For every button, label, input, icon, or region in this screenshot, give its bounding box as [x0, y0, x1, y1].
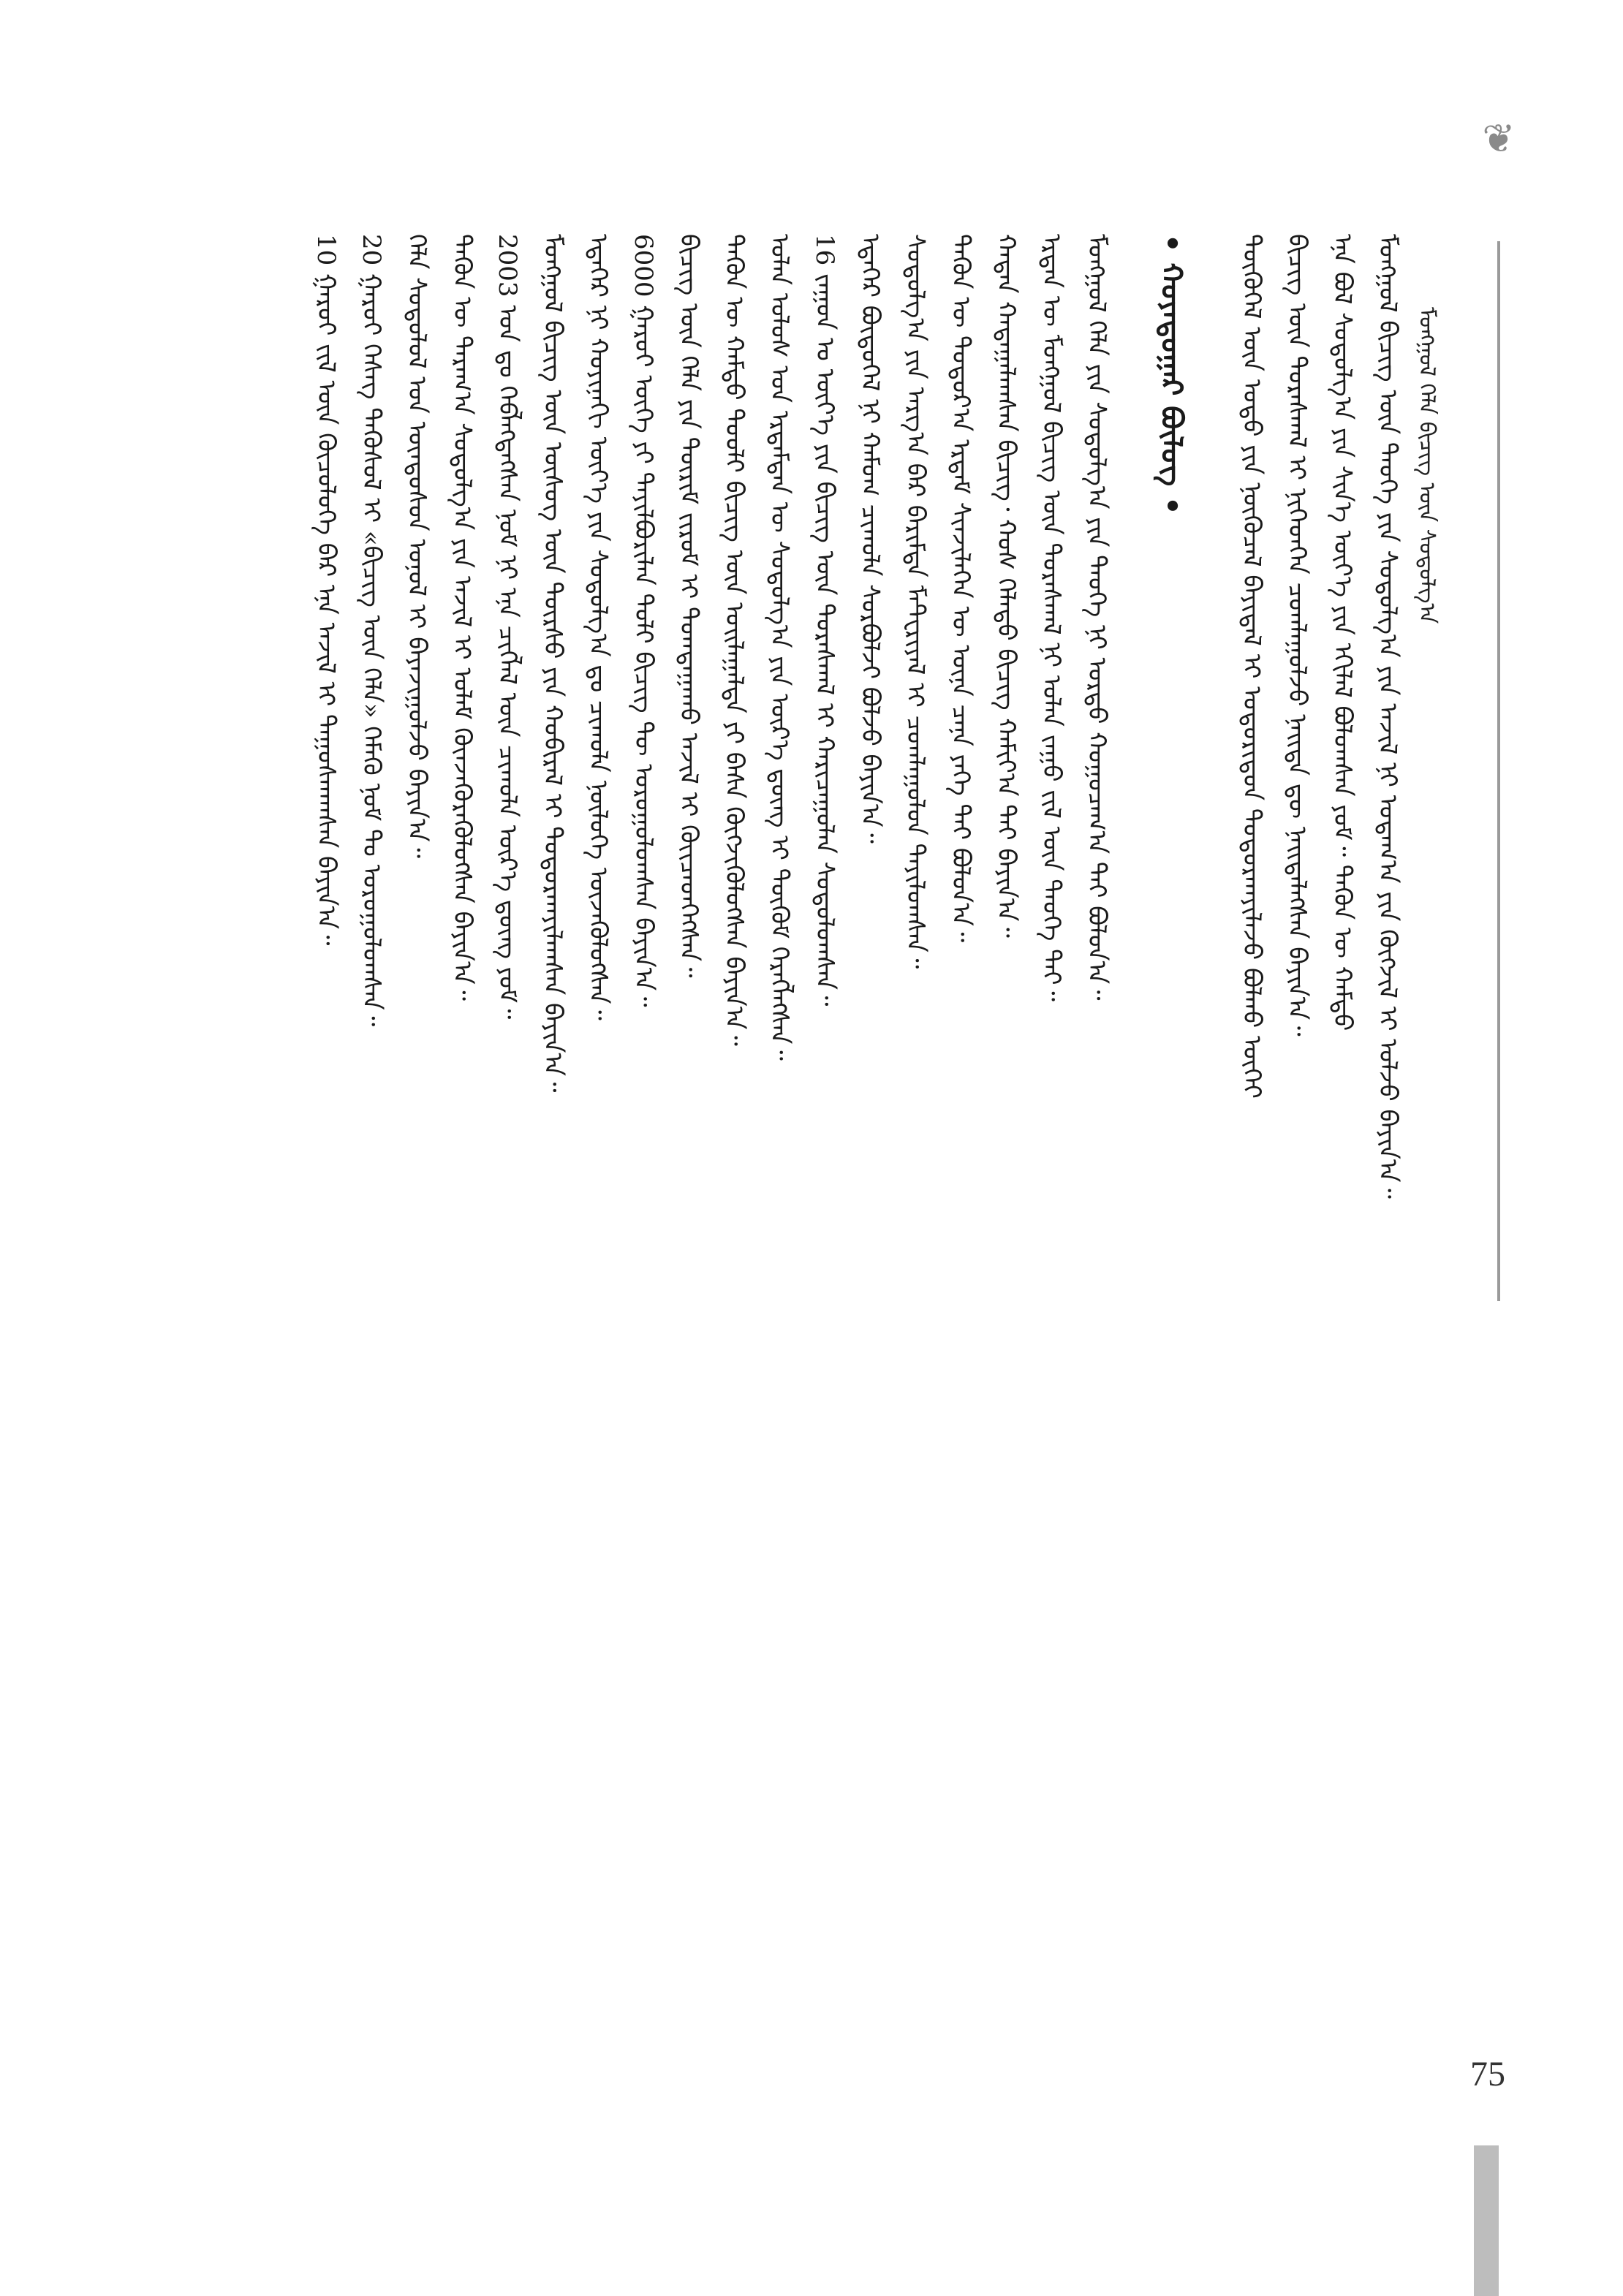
- text-column: ᠲᠡᠭᠦᠨ ᠦ ᠬᠠᠮᠲᠤ ᠲᠤᠤᠯᠢ ᠪᠢᠴᠢᠭ ᠦᠨ ᠣᠢᠯᠠᠭᠠᠯᠲᠠ ᠶᠢ ᠪᠠᠰᠠ ᠬᠥᠭᠵᠢᠭᠦᠯᠦᠭᠰᠡᠨ ᠪᠠᠶᠢᠨ᠎ᠠ᠃: [719, 234, 749, 1046]
- text-column: ᠲᠦᠭᠦᠬᠡᠯ ᠦᠨ ᠣᠳᠣ ᠶᠢᠨ ᠨᠦᠬᠦᠴᠡᠯ ᠪᠠᠶᠢᠳᠠᠯ ᠢ ᠤᠳᠤᠷᠢᠳᠤᠨ ᠲᠣᠳᠣᠷᠬᠠᠶᠢᠯᠠᠵᠤ ᠪᠣᠯᠬᠤ ᠦᠭᠡᠢ: [1237, 234, 1266, 1099]
- text-column: ᠮᠣᠩᠭᠣᠯ ᠬᠡᠯᠡ ᠶᠢᠨ ᠰᠤᠳᠤᠯᠭ᠎ᠠ ᠶᠢᠨ ᠲᠡᠦᠬᠡ ᠨᠢ ᠤᠷᠲᠤ ᠬᠤᠭᠤᠴᠠᠭ᠎ᠠ ᠲᠠᠢ ᠪᠣᠯᠤᠨ᠎ᠠ᠃: [1082, 234, 1111, 1001]
- text-column: ᠡᠷᠲᠡᠨ ᠦ ᠮᠣᠩᠭᠣᠯ ᠪᠢᠴᠢᠭ ᠦᠨ ᠳᠤᠷᠠᠰᠬᠠᠯ ᠨᠢ ᠣᠯᠠᠨ ᠵᠠᠭᠤ ᠵᠢᠯ ᠦᠨ ᠲᠡᠦᠬᠡ ᠲᠠᠢ᠃: [1037, 234, 1066, 1001]
- text-column: ᠮᠣᠩᠭᠣᠯ ᠪᠢᠴᠢᠭ ᠦᠨ ᠲᠡᠦᠬᠡ ᠶᠢᠨ ᠰᠤᠳᠤᠯᠭ᠎ᠠ ᠶᠢᠨ ᠠᠵᠢᠯ ᠨᠢ ᠤᠳᠠᠭ᠎ᠠ ᠶᠢᠨ ᠬᠦᠭᠵᠢᠯ ᠢ ᠣᠯᠵᠤ ᠪᠠᠶᠢᠨ᠎ᠠ᠃: [1373, 234, 1402, 1199]
- text-columns: [186, 234, 1407, 1996]
- text-column: 20 ᠭᠠᠷᠤᠢ ᠬᠡᠰᠡᠭ ᠲᠡᠭᠦᠰᠦᠯ ᠢ «ᠪᠢᠴᠢᠭ ᠦᠨ ᠬᠡᠯᠡ» ᠬᠡᠮᠡᠬᠦ ᠨᠣᠮ ᠲᠤ ᠣᠷᠤᠭᠤᠯᠤᠭᠰᠠᠨ᠃: [357, 234, 386, 1027]
- text-column: 16 ᠵᠠᠭᠤᠨ ᠤ ᠦᠶ᠎ᠡ ᠶᠢᠨ ᠪᠢᠴᠢᠭ ᠦᠨ ᠳᠤᠷᠠᠰᠬᠠᠯ ᠢ ᠬᠠᠷᠢᠴᠠᠭᠤᠯᠠᠨ ᠰᠤᠳᠤᠯᠤᠭᠰᠠᠨ᠃: [810, 234, 839, 1007]
- ornament-icon: ❦: [1482, 115, 1516, 162]
- text-column: ᠡᠳᠡᠭᠡᠷ ᠨᠢ ᠬᠣᠶᠢᠨᠠᠬᠢ ᠦᠶ᠎ᠡ ᠶᠢᠨ ᠰᠤᠳᠤᠯᠭ᠎ᠠ ᠳᠤ ᠴᠢᠬᠤᠯᠠ ᠨᠥᠯᠦᠭᠡ ᠦᠵᠡᠭᠦᠯᠦᠭᠰᠡᠨ᠃: [583, 234, 613, 1020]
- running-header-rule-area: [1455, 241, 1543, 1301]
- text-column: ᠪᠢᠴᠢᠭ ᠦᠨ ᠬᠡᠯᠡ ᠶᠢᠨ ᠳᠦᠷᠢᠮ ᠵᠢᠷᠤᠮ ᠢ ᠲᠣᠭᠲᠠᠭᠠᠬᠤ ᠠᠵᠢᠯ ᠢ ᠭᠦᠢᠴᠡᠳᠬᠡᠭᠰᠡᠨ᠃: [674, 234, 703, 978]
- column-gap: [1124, 234, 1146, 1996]
- header-rule: [1497, 241, 1500, 1301]
- text-column: ᠮᠣᠩᠭᠣᠯ ᠪᠢᠴᠢᠭ ᠦᠨ ᠦᠰᠦᠭ ᠦᠨ ᠳᠦᠷᠰᠦ ᠶᠢᠨ ᠬᠤᠪᠢᠷᠠᠯ ᠢ ᠲᠣᠳᠣᠷᠬᠠᠶᠢᠯᠠᠭᠰᠠᠨ ᠪᠠᠶᠢᠨ᠎ᠠ᠃: [538, 234, 567, 1093]
- text-column: ᠬᠡᠯᠡ ᠰᠤᠳᠤᠯᠤᠯ ᠤᠨ ᠦᠨᠳᠦᠰᠦᠨ ᠣᠨᠣᠯ ᠢ ᠪᠠᠶᠠᠵᠢᠭᠤᠯᠵᠤ ᠪᠠᠶᠢᠨ᠎ᠠ᠃: [402, 234, 431, 859]
- text-column: 6000 ᠭᠠᠷᠤᠢ ᠦᠭᠡ ᠶᠢ ᠲᠠᠶᠢᠯᠪᠤᠷᠢᠯᠠᠨ ᠲᠣᠯᠢ ᠪᠢᠴᠢᠭ ᠲᠦ ᠣᠷᠤᠭᠤᠯᠤᠭᠰᠠᠨ ᠪᠠᠶᠢᠨ᠎ᠠ᠃: [629, 234, 658, 1007]
- text-column: ᠬᠠᠳᠠᠨ ᠬᠠᠳᠠᠭᠠᠯᠠᠭᠰᠠᠨ ᠪᠢᠴᠢᠭ᠂ ᠬᠣᠰ ᠬᠡᠯᠡᠲᠦ ᠪᠢᠴᠢᠭ ᠬᠠᠮᠢᠶ᠎ᠠ ᠲᠠᠢ ᠪᠠᠶᠢᠨ᠎ᠠ᠃: [991, 234, 1021, 938]
- text-column: ᠲᠡᠭᠦᠨ ᠦ ᠳᠣᠲᠣᠷ᠎ᠠ ᠡᠷᠳᠡᠮ ᠰᠢᠨᠵᠢᠯᠡᠭᠡᠨ ᠦ ᠦᠨᠡ ᠴᠡᠨᠡ ᠶᠡᠬᠡ ᠲᠠᠢ ᠪᠣᠯᠤᠨ᠎ᠠ᠃: [946, 234, 975, 943]
- running-header-title: ᠮᠣᠩᠭᠣᠯ ᠬᠡᠯᠡ ᠪᠢᠴᠢᠭ ᠦᠨ ᠰᠤᠳᠤᠯᠭ᠎ᠠ: [1414, 307, 1439, 624]
- text-column: ᠣᠯᠠᠨ ᠤᠯᠤᠰ ᠤᠨ ᠡᠷᠳᠡᠮᠲᠡᠨ ᠦ ᠰᠤᠳᠤᠯᠭ᠎ᠠ ᠶᠢᠨ ᠦᠷ᠎ᠡ ᠳ᠋ᠦᠩ ᠢ ᠳᠦᠭᠦᠮ ᠬᠡᠷᠡᠭᠯᠡᠭᠰᠡᠨ᠃: [765, 234, 794, 1061]
- text-column: ᠪᠢᠴᠢᠭ ᠦᠨ ᠳᠤᠷᠠᠰᠬᠠᠯ ᠢ ᠨᠢᠭᠡᠳᠬᠡᠨ ᠴᠤᠭᠯᠠᠭᠤᠯᠵᠤ ᠨᠡᠢᠲᠡ ᠳᠦ ᠨᠡᠢᠲᠡᠯᠡᠭᠰᠡᠨ ᠪᠠᠶᠢᠨ᠎ᠠ᠃: [1282, 234, 1312, 1037]
- text-column: 10 ᠭᠠᠷᠤᠢ ᠵᠢᠯ ᠦᠨ ᠬᠦᠴᠦᠯᠦᠭᠡ ᠪᠠᠷ ᠡᠨᠡ ᠠᠵᠢᠯ ᠢ ᠳᠠᠭᠤᠰᠬᠠᠭᠰᠠᠨ ᠪᠠᠶᠢᠨ᠎ᠠ᠃: [311, 234, 341, 946]
- section-heading: • ᠬᠣᠶᠠᠳᠤᠭᠠᠷ ᠪᠦᠯᠦᠭ •: [1154, 234, 1189, 515]
- side-tab-marker: [1474, 2145, 1499, 2296]
- text-column: ᠡᠳᠡᠭᠡᠷ ᠪᠦᠲᠦᠭᠡᠯ ᠨᠢ ᠬᠠᠮᠤᠭ ᠴᠢᠬᠤᠯᠠ ᠰᠤᠷᠪᠤᠯᠵᠢ ᠪᠣᠯᠵᠤ ᠪᠠᠶᠢᠨ᠎ᠠ᠃: [855, 234, 885, 844]
- text-column: ᠲᠡᠭᠦᠨ ᠦ ᠳᠠᠷᠠᠭ᠎ᠠ ᠰᠤᠳᠤᠯᠭ᠎ᠠ ᠶᠢᠨ ᠠᠵᠢᠯ ᠢ ᠤᠯᠠᠮ ᠭᠦᠨᠵᠡᠭᠦᠷᠡᠭᠦᠯᠦᠭᠰᠡᠨ ᠪᠠᠶᠢᠨ᠎ᠠ᠃: [447, 234, 477, 1001]
- column-gap: [1204, 234, 1226, 1996]
- text-column: ᠡᠨᠡ ᠪᠣᠯ ᠰᠤᠳᠤᠯᠭ᠎ᠠ ᠶᠢᠨ ᠰᠢᠨ᠎ᠡ ᠦᠶ᠎ᠡ ᠶᠢᠨ ᠡᠬᠢᠯᠡᠯ ᠪᠣᠯᠤᠭᠰᠠᠨ ᠶᠤᠮ᠃ ᠲᠡᠭᠦᠨ ᠦ ᠬᠠᠮᠲᠤ: [1328, 234, 1357, 1031]
- text-column: ᠰᠤᠳᠤᠯᠭ᠎ᠠ ᠶᠢᠨ ᠠᠷᠭ᠎ᠠ ᠪᠠᠷ ᠪᠠᠷᠢᠮᠲᠠ ᠮᠠᠲᠧᠷᠢᠶᠠᠯ ᠢ ᠴᠤᠭᠯᠠᠭᠤᠯᠤᠨ ᠲᠠᠶᠢᠯᠤᠭᠰᠠᠨ᠃: [901, 234, 930, 969]
- text-column: 2003 ᠣᠨ ᠳᠤ ᠬᠡᠪᠯᠡᠭᠳᠡᠭᠰᠡᠨ ᠨᠣᠮ ᠨᠢ ᠡᠨᠡ ᠴᠢᠭᠯᠡᠯ ᠦᠨ ᠴᠢᠬᠤᠯᠠ ᠦᠷ᠎ᠡ ᠳ᠋ᠦᠩ ᠶᠤᠮ᠃: [493, 234, 522, 1020]
- page-number: 75: [1470, 2055, 1505, 2094]
